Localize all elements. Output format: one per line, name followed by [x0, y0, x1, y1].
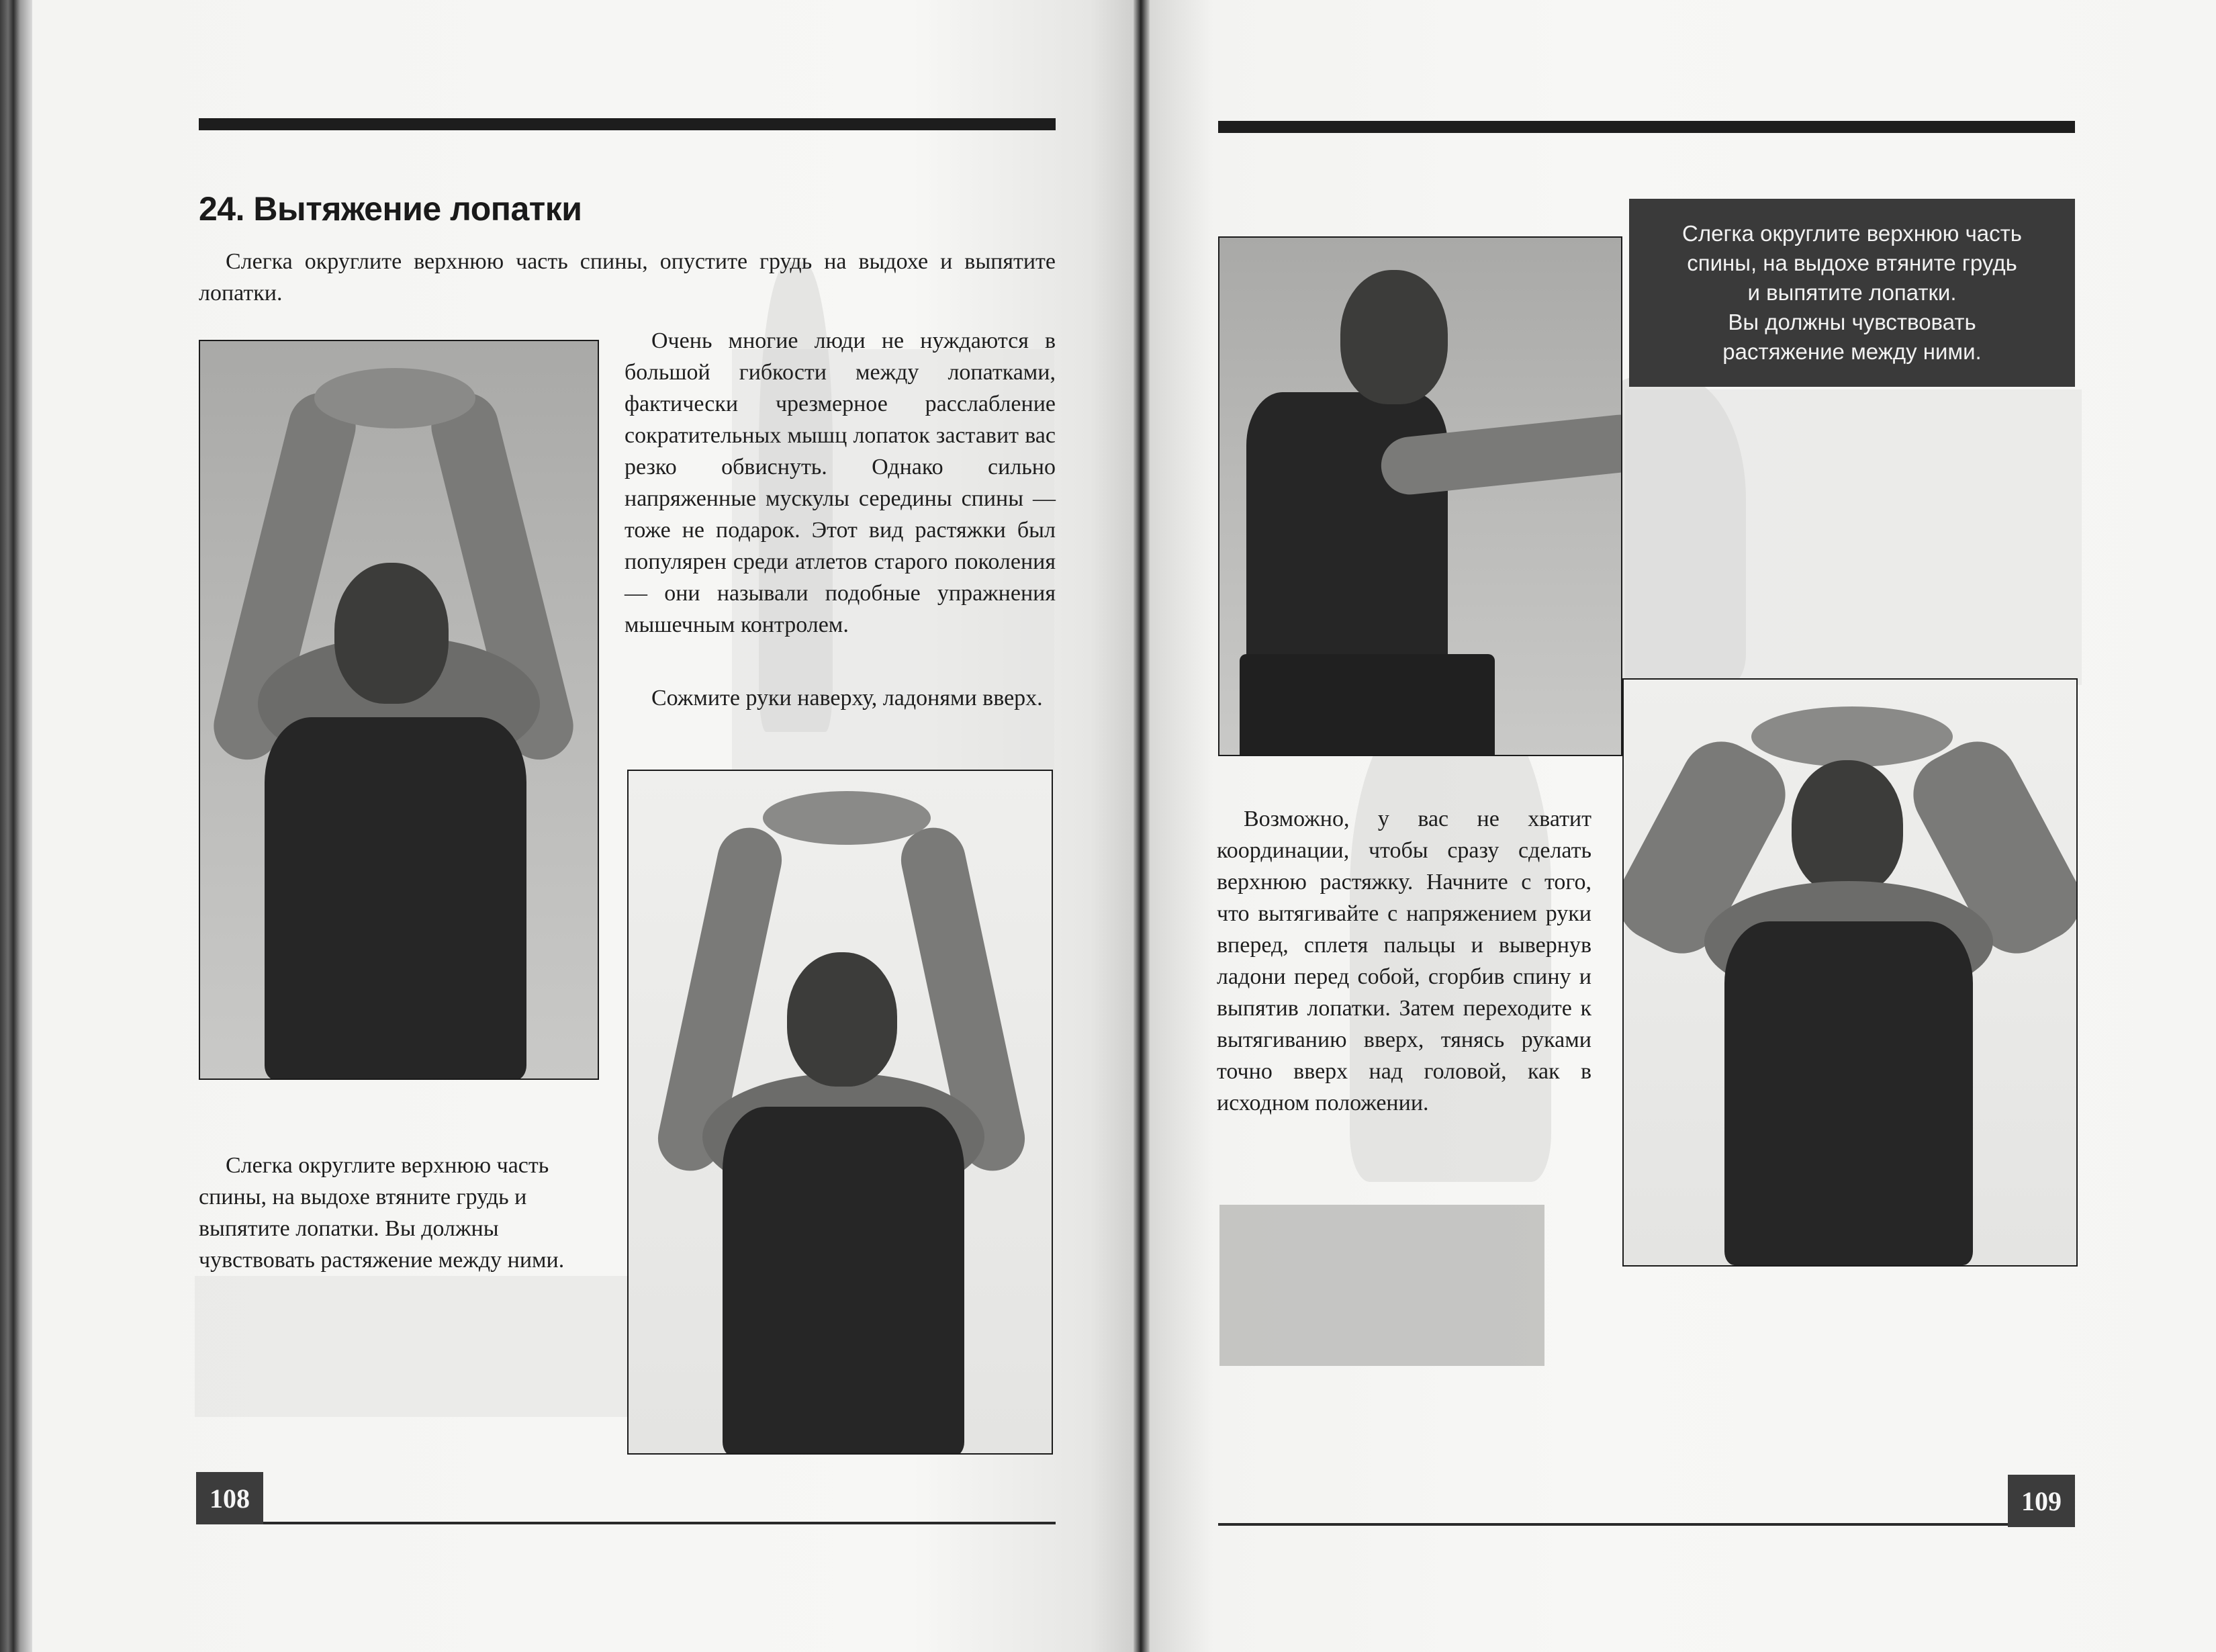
photo-legs	[1240, 654, 1495, 756]
page-number-left: 108	[196, 1472, 263, 1524]
bleed-through-caption-box	[1219, 1205, 1544, 1366]
photo-head	[787, 952, 897, 1087]
body-paragraph: Очень многие люди не нуждаются в большой гибкости между лопатками, фактически чрезмерное расслабление сократительных мышц лопаток заставит вас резко обвиснуть. Однако сильно напряженные мускулы середины спины — тоже не подарок. Этот вид растяжки был популярен среди атлетов старого поколения — они называли подобные упражнения мышечным контролем.	[625, 328, 1056, 637]
exercise-photo-3	[1218, 236, 1622, 756]
body-paragraph-right: Возможно, у вас не хватит координации, чтобы сразу сделать верхнюю растяжку. Начните с того, что вытягивайте с напряжением руки вперед, сплетя пальцы и вывернув ладони перед собой, сгорбив спину и выпятив лопатки. Затем переходите к вытягиванию вверх, тянясь руками точно вверх над головой, как в исходном положении.	[1217, 807, 1591, 1115]
bleed-through-ghost	[195, 1276, 692, 1417]
photo-torso	[723, 1107, 964, 1455]
photo-hands	[763, 791, 931, 845]
caption-line: Вы должны чувствовать	[1728, 310, 1976, 334]
caption-line: Слегка округлите верхнюю часть	[1682, 221, 2022, 246]
bottom-rule-right	[1218, 1523, 2008, 1526]
exercise-photo-4	[1622, 678, 2078, 1267]
photo-hands	[1751, 706, 1953, 767]
exercise-photo-1	[199, 340, 599, 1080]
photo-head	[1792, 760, 1903, 894]
section-heading: 24. Вытяжение лопатки	[199, 190, 582, 228]
photo-torso	[1724, 921, 1973, 1265]
book-page-edges	[0, 0, 32, 1652]
exercise-photo-2	[627, 770, 1053, 1455]
top-rule-left	[199, 118, 1056, 130]
photo-caption-box	[1629, 199, 2075, 387]
photo-caption: Слегка округлите верхнюю часть спины, на выдохе втяните грудь и выпятите лопатки. Вы должны чувствовать растяжение между ними.	[199, 1153, 565, 1273]
page-number-right: 109	[2008, 1475, 2075, 1527]
photo-hands	[314, 368, 475, 428]
photo-torso	[265, 717, 526, 1080]
book-gutter	[1134, 0, 1150, 1652]
caption-line: и выпятите лопатки.	[1747, 280, 1957, 305]
caption-line: спины, на выдохе втяните грудь	[1687, 250, 2017, 275]
intro-paragraph: Слегка округлите верхнюю часть спины, опустите грудь на выдохе и выпятите лопатки.	[199, 249, 1056, 306]
top-rule-right	[1218, 121, 2075, 133]
caption-line: растяжение между ними.	[1722, 339, 1982, 364]
instruction-paragraph: Сожмите руки наверху, ладонями вверх.	[651, 686, 1043, 710]
photo-head	[1340, 270, 1448, 404]
photo-head	[334, 563, 449, 704]
bottom-rule-left	[263, 1522, 1056, 1524]
